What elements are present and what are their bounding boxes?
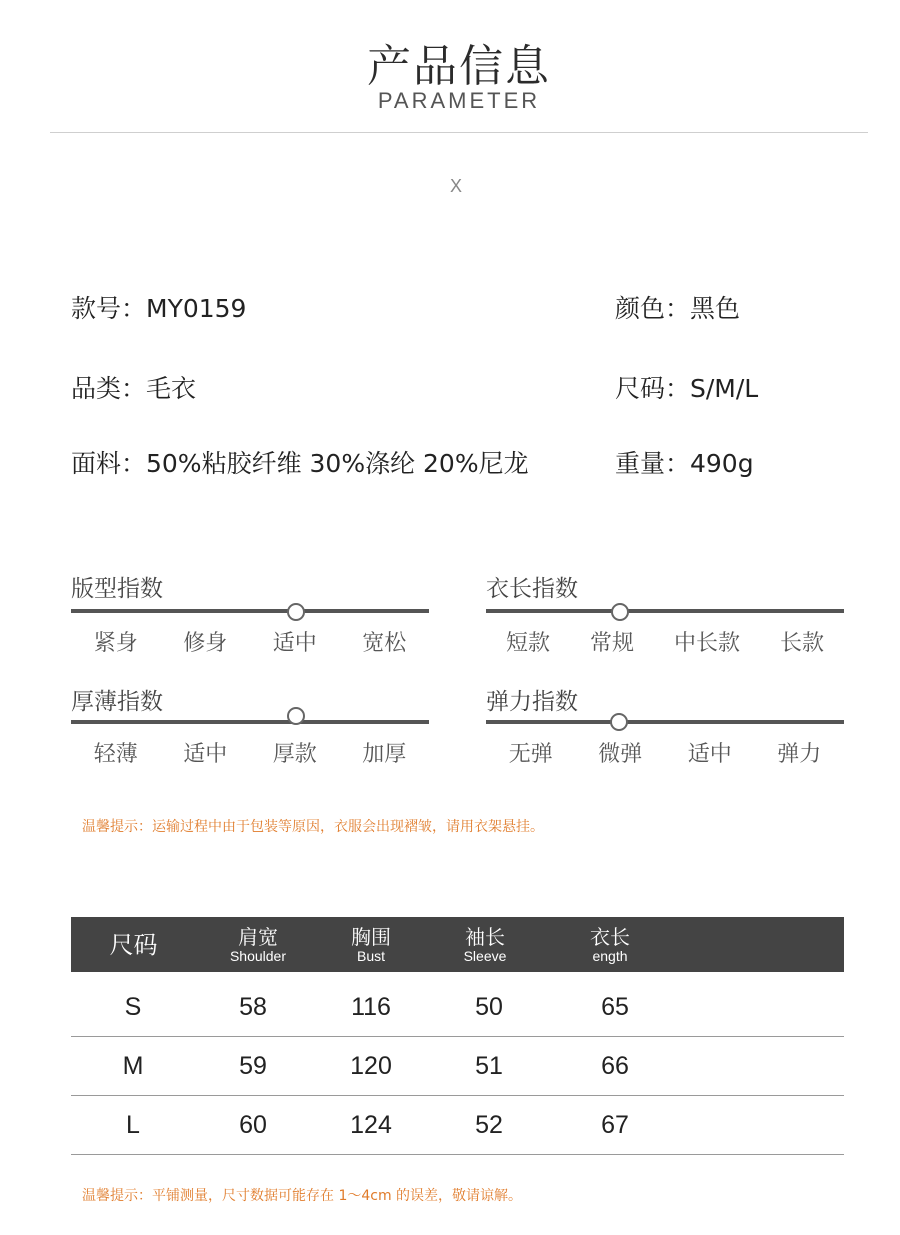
fit-index-title: 版型指数 — [71, 576, 163, 602]
spec-style-no: 款号：MY0159 — [71, 294, 247, 323]
elasticity-option: 无弹 — [508, 742, 553, 767]
cell-sleeve: 50 — [475, 993, 503, 1021]
cell-sleeve: 51 — [475, 1052, 503, 1080]
length-index-title: 衣长指数 — [486, 576, 578, 602]
cell-length: 67 — [601, 1111, 629, 1139]
cell-size: S — [124, 993, 142, 1021]
cell-length: 66 — [601, 1052, 629, 1080]
fit-option: 修身 — [183, 631, 228, 656]
cell-size: M — [122, 1052, 144, 1080]
thickness-option: 适中 — [183, 742, 228, 767]
fit-option: 适中 — [272, 631, 317, 656]
length-option: 常规 — [589, 631, 634, 656]
length-index-options — [486, 626, 844, 657]
measure-tip: 温馨提示：平铺测量，尺寸数据可能存在 1～4cm 的误差，敬请谅解。 — [82, 1188, 523, 1204]
cell-shoulder: 58 — [239, 993, 267, 1021]
spec-size: 尺码：S/M/L — [615, 374, 759, 403]
thickness-index-title: 厚薄指数 — [71, 689, 163, 715]
spec-weight: 重量：490g — [615, 449, 754, 478]
table-row — [71, 978, 844, 1037]
cell-shoulder: 60 — [239, 1111, 267, 1139]
length-index-knob — [611, 603, 629, 621]
table-row — [71, 1037, 844, 1096]
cell-size: L — [126, 1111, 140, 1139]
thickness-index-bar — [71, 720, 429, 724]
fit-option: 宽松 — [362, 631, 407, 656]
elasticity-option: 弹力 — [777, 742, 822, 767]
header-sleeve: 袖长 Sleeve — [463, 924, 507, 964]
elasticity-index-knob — [610, 713, 628, 731]
page-title: 产品信息 — [367, 41, 551, 92]
thickness-index-options — [71, 737, 429, 768]
header-length: 衣长 ength — [590, 924, 630, 964]
packing-tip: 温馨提示：运输过程中由于包装等原因，衣服会出现褶皱，请用衣架悬挂。 — [82, 819, 544, 835]
elasticity-index-title: 弹力指数 — [486, 689, 578, 715]
fit-index-bar — [71, 609, 429, 613]
cell-shoulder: 59 — [239, 1052, 267, 1080]
elasticity-index-options — [486, 737, 844, 768]
thickness-option: 轻薄 — [93, 742, 138, 767]
cell-length: 65 — [601, 993, 629, 1021]
thickness-index-knob — [287, 707, 305, 725]
length-option: 长款 — [779, 631, 824, 656]
header-shoulder: 肩宽 Shoulder — [229, 924, 287, 964]
cell-bust: 120 — [350, 1052, 392, 1080]
fit-index-knob — [287, 603, 305, 621]
length-option: 中长款 — [673, 631, 740, 656]
spec-fabric: 面料：50%粘胶纤维 30%涤纶 20%尼龙 — [71, 449, 529, 478]
size-table-header — [71, 917, 844, 972]
page-subtitle: PARAMETER — [377, 88, 541, 113]
header-bust: 胸围 Bust — [351, 924, 391, 964]
thickness-option: 加厚 — [362, 742, 407, 767]
cell-bust: 116 — [351, 993, 391, 1021]
spec-color: 颜色：黑色 — [615, 294, 741, 323]
thickness-option: 厚款 — [272, 742, 317, 767]
size-table-body — [71, 978, 844, 1156]
header-divider — [50, 132, 868, 133]
elasticity-index-bar — [486, 720, 844, 724]
elasticity-option: 适中 — [687, 742, 732, 767]
spec-category: 品类：毛衣 — [71, 374, 197, 403]
header-size: 尺码 — [109, 930, 158, 959]
elasticity-option: 微弹 — [598, 742, 643, 767]
table-row — [71, 1096, 844, 1155]
cell-bust: 124 — [350, 1111, 392, 1139]
length-index-bar — [486, 609, 844, 613]
x-mark: X — [450, 176, 463, 196]
length-option: 短款 — [505, 631, 550, 656]
fit-index-options — [71, 626, 429, 657]
cell-sleeve: 52 — [475, 1111, 503, 1139]
fit-option: 紧身 — [93, 631, 138, 656]
